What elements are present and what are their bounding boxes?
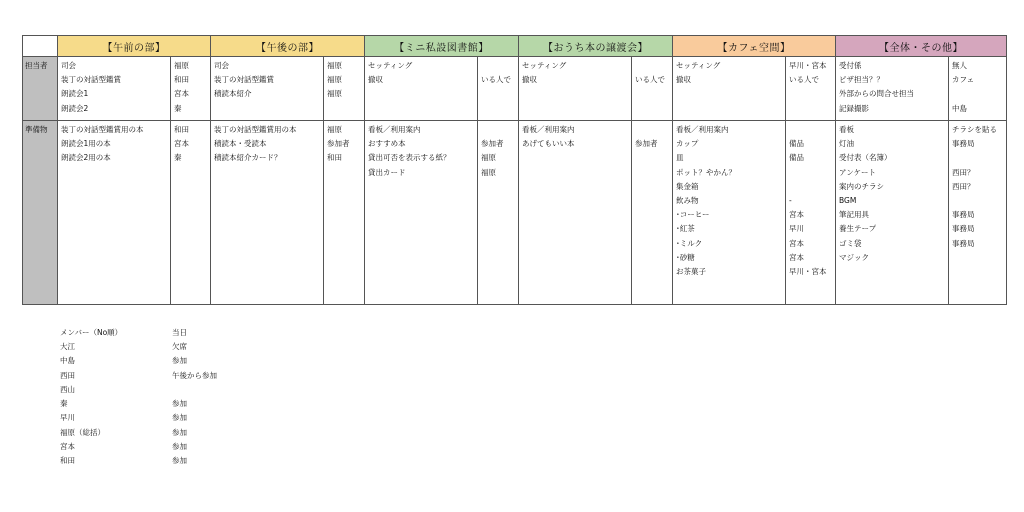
cell-line: 記録撮影 xyxy=(839,103,869,113)
member-status: 参加 xyxy=(172,427,187,437)
cell-line: 福原 xyxy=(327,89,342,99)
staff-people-morning xyxy=(171,57,211,121)
member-status: 欠席 xyxy=(172,341,187,351)
member-name: 西田 xyxy=(60,370,75,380)
member-row xyxy=(60,339,252,353)
cell-line: 外部からの問合せ担当 xyxy=(839,89,914,99)
cell-line: ピザ担当？？ xyxy=(839,75,884,85)
cell-line: 装丁の対話型鑑賞用の本 xyxy=(214,125,297,134)
member-name: 中島 xyxy=(60,356,75,366)
member-status: 参加 xyxy=(172,456,187,466)
cell-line: 宮本 xyxy=(789,252,804,262)
cell-line: 看板 xyxy=(839,125,854,134)
cell-line: ･砂糖 xyxy=(676,252,695,262)
members-header-row xyxy=(60,325,252,339)
member-name: 西山 xyxy=(60,384,75,394)
cell-line xyxy=(952,194,1006,208)
cell-line: 参加者 xyxy=(481,139,504,149)
cell-line xyxy=(952,87,1006,101)
member-row xyxy=(60,439,252,453)
prep-people-mini-library xyxy=(478,121,519,305)
cell-line: 事務局 xyxy=(952,224,975,234)
cell-line: 宮本 xyxy=(174,139,189,149)
section-header-book-exchange: 【おうち本の譲渡会】 xyxy=(519,36,673,57)
members-header-name: メンバー（No順） xyxy=(60,327,123,337)
prep-items-morning xyxy=(58,121,171,305)
cell-line: ･紅茶 xyxy=(676,224,695,234)
member-name: 早川 xyxy=(60,413,75,423)
prep-people-morning xyxy=(171,121,211,305)
section-header-morning: 【午前の部】 xyxy=(58,36,211,57)
staff-people-book-exchange xyxy=(632,57,673,121)
cell-line: 積読本・受読本 xyxy=(214,139,267,149)
section-header-afternoon: 【午後の部】 xyxy=(211,36,365,57)
cell-line: 灯油 xyxy=(839,139,854,149)
cell-line: 筆記用具 xyxy=(839,210,869,220)
staff-tasks-general xyxy=(836,57,949,121)
prep-items-mini-library xyxy=(365,121,478,305)
member-row xyxy=(60,382,252,396)
cell-line: いる人で xyxy=(481,75,511,85)
cell-line: セッティング xyxy=(368,61,413,70)
cell-line: 看板／利用案内 xyxy=(368,125,421,134)
member-row xyxy=(60,368,252,382)
member-row xyxy=(60,354,252,368)
cell-line: 皿 xyxy=(676,153,684,163)
cell-line: 装丁の対話型鑑賞 xyxy=(214,75,274,85)
cell-line: 司会 xyxy=(214,61,229,70)
cell-line: 秦 xyxy=(174,153,182,163)
cell-line: 撤収 xyxy=(368,75,383,85)
cell-line: ポット？やかん？ xyxy=(676,167,736,177)
cell-line: 受付表（名簿） xyxy=(839,153,892,163)
member-row xyxy=(60,396,252,410)
cell-line: セッティング xyxy=(676,61,721,70)
cell-line: 養生テープ xyxy=(839,224,877,234)
cell-line: アンケート xyxy=(839,167,877,177)
cell-line: 福原 xyxy=(327,75,342,85)
cell-line: 無人 xyxy=(952,61,967,70)
section-header-mini-library: 【ミニ私設図書館】 xyxy=(365,36,519,57)
corner-cell xyxy=(23,36,58,57)
cell-line: 案内のチラシ xyxy=(839,181,884,191)
cell-line: 撤収 xyxy=(522,75,537,85)
cell-line: 福原 xyxy=(481,153,496,163)
cell-line: あげてもいい本 xyxy=(522,139,575,149)
cell-line: 備品 xyxy=(789,139,804,149)
cell-line: セッティング xyxy=(522,61,567,70)
staff-tasks-mini-library xyxy=(365,57,478,121)
cell-line: 福原 xyxy=(481,167,496,177)
cell-line: 貸出可否を表示する紙？ xyxy=(368,153,451,163)
prep-row xyxy=(23,121,1007,305)
member-status: 午後から参加 xyxy=(172,370,217,380)
cell-line xyxy=(635,59,672,73)
cell-line xyxy=(481,123,518,137)
cell-line: 福原 xyxy=(327,61,342,70)
cell-line: 福原 xyxy=(327,125,342,134)
prep-items-cafe xyxy=(673,121,786,305)
member-row xyxy=(60,411,252,425)
cell-line xyxy=(952,251,1006,265)
cell-line: マジック xyxy=(839,252,869,262)
cell-line: 福原 xyxy=(174,61,189,70)
cell-line: 事務局 xyxy=(952,210,975,220)
cell-line xyxy=(481,59,518,73)
member-status xyxy=(172,382,252,396)
members-table xyxy=(60,325,252,468)
member-name: 宮本 xyxy=(60,442,75,452)
cell-line: 朗読会1用の本 xyxy=(61,139,111,149)
prep-people-cafe xyxy=(786,121,836,305)
cell-line: 西田？ xyxy=(952,181,975,191)
cell-line: 司会 xyxy=(61,61,76,70)
staff-tasks-afternoon xyxy=(211,57,324,121)
staff-tasks-book-exchange xyxy=(519,57,632,121)
member-name: 秦 xyxy=(60,399,68,409)
cell-line: 撤収 xyxy=(676,75,691,85)
cell-line: 宮本 xyxy=(174,89,189,99)
staff-tasks-cafe xyxy=(673,57,786,121)
prep-items-afternoon xyxy=(211,121,324,305)
cell-line: 積読本紹介カード？ xyxy=(214,153,282,163)
cell-line: BGM xyxy=(839,195,857,205)
cell-line: 早川 xyxy=(789,224,804,234)
cell-line: 西田？ xyxy=(952,167,975,177)
cell-line xyxy=(635,123,672,137)
member-row xyxy=(60,425,252,439)
cell-line: 看板／利用案内 xyxy=(676,125,729,134)
cell-line: 貸出カード xyxy=(368,167,406,177)
cell-line: 和田 xyxy=(174,75,189,85)
staff-people-cafe xyxy=(786,57,836,121)
cell-line: カップ xyxy=(676,139,699,149)
prep-items-general xyxy=(836,121,949,305)
cell-line: 早川・宮本 xyxy=(789,61,827,70)
member-status: 参加 xyxy=(172,442,187,452)
cell-line xyxy=(789,180,835,194)
prep-people-book-exchange xyxy=(632,121,673,305)
staff-people-mini-library xyxy=(478,57,519,121)
prep-people-afternoon xyxy=(324,121,365,305)
staff-tasks-morning xyxy=(58,57,171,121)
cell-line: 朗読会2用の本 xyxy=(61,153,111,163)
cell-line: 朗読会1 xyxy=(61,89,89,99)
cell-line: 装丁の対話型鑑賞用の本 xyxy=(61,125,144,134)
row-label-staff: 担当者 xyxy=(23,57,58,121)
cell-line: 集金箱 xyxy=(676,181,699,191)
cell-line: おすすめ本 xyxy=(368,139,406,149)
cell-line: カフェ xyxy=(952,75,975,85)
member-row xyxy=(60,454,252,468)
cell-line: 参加者 xyxy=(635,139,658,149)
member-status: 参加 xyxy=(172,356,187,366)
cell-line: 装丁の対話型鑑賞 xyxy=(61,75,121,85)
cell-line: チラシを貼る xyxy=(952,125,997,134)
cell-line: 宮本 xyxy=(789,238,804,248)
section-header-row xyxy=(23,36,1007,57)
cell-line: 秦 xyxy=(174,103,182,113)
cell-line: 事務局 xyxy=(952,238,975,248)
cell-line: いる人で xyxy=(635,75,665,85)
section-header-cafe: 【カフェ空間】 xyxy=(673,36,836,57)
cell-line: 和田 xyxy=(327,153,342,163)
staff-row xyxy=(23,57,1007,121)
members-header-status: 当日 xyxy=(172,327,187,337)
schedule-table xyxy=(22,35,1007,305)
prep-people-general xyxy=(949,121,1007,305)
cell-line: ･ミルク xyxy=(676,238,703,248)
member-status: 参加 xyxy=(172,399,187,409)
member-status: 参加 xyxy=(172,413,187,423)
cell-line xyxy=(789,166,835,180)
cell-line: - xyxy=(789,195,792,205)
prep-items-book-exchange xyxy=(519,121,632,305)
staff-people-general xyxy=(949,57,1007,121)
cell-line: 備品 xyxy=(789,153,804,163)
cell-line: お茶菓子 xyxy=(676,266,706,276)
cell-line: 看板／利用案内 xyxy=(522,125,575,134)
cell-line: 事務局 xyxy=(952,139,975,149)
cell-line xyxy=(789,123,835,137)
cell-line: ゴミ袋 xyxy=(839,238,862,248)
member-name: 大江 xyxy=(60,341,75,351)
section-header-general: 【全体・その他】 xyxy=(836,36,1007,57)
cell-line xyxy=(952,151,1006,165)
cell-line: 受付係 xyxy=(839,61,862,70)
cell-line: 早川・宮本 xyxy=(789,266,827,276)
staff-people-afternoon xyxy=(324,57,365,121)
cell-line: 中島 xyxy=(952,103,967,113)
cell-line: ･コーヒー xyxy=(676,210,710,220)
cell-line: 飲み物 xyxy=(676,195,699,205)
cell-line: 朗読会2 xyxy=(61,103,89,113)
member-name: 和田 xyxy=(60,456,75,466)
cell-line: 積読本紹介 xyxy=(214,89,252,99)
cell-line: 和田 xyxy=(174,125,189,134)
member-name: 福原（総括） xyxy=(60,427,105,437)
cell-line: 宮本 xyxy=(789,210,804,220)
row-label-prep: 準備物 xyxy=(23,121,58,305)
cell-line: いる人で xyxy=(789,75,819,85)
cell-line: 参加者 xyxy=(327,139,350,149)
